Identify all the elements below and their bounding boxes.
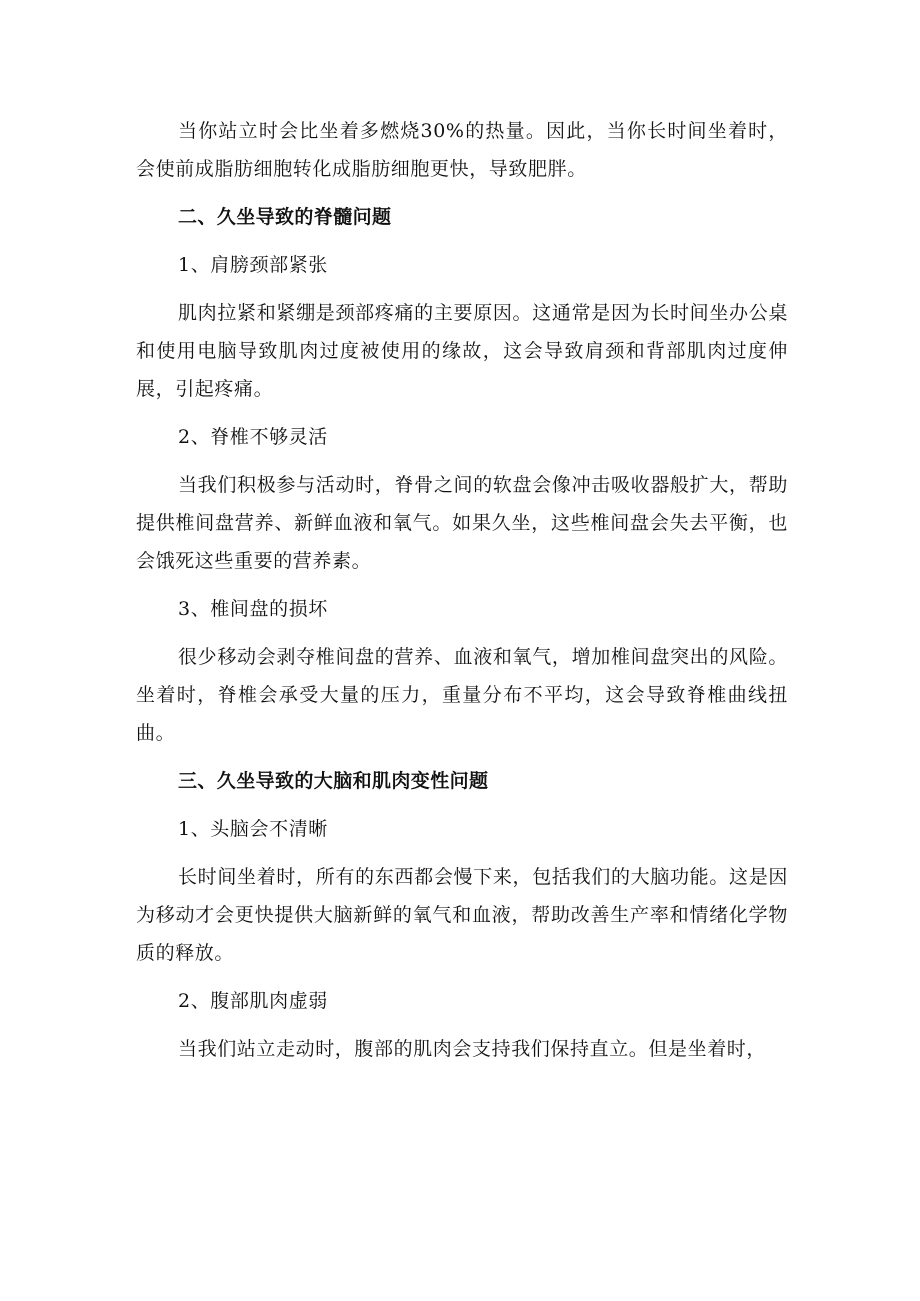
subheading-neck-shoulder: 1、肩膀颈部紧张	[178, 254, 328, 276]
paragraph-disc-risk: 很少移动会剥夺椎间盘的营养、血液和氧气，增加椎间盘突出的风险。坐着时，脊椎会承受大量的压力，重量分布不平均，这会导致脊椎曲线扭曲。	[136, 646, 788, 744]
spacer	[136, 284, 788, 294]
section-heading-spine: 二、久坐导致的脊髓问题	[178, 206, 392, 228]
spacer	[136, 752, 788, 762]
paragraph-neck-pain: 肌肉拉紧和紧绷是颈部疼痛的主要原因。这通常是因为长时间坐办公桌和使用电脑导致肌肉过度被使用的缘故，这会导致肩颈和背部肌肉过度伸展，引起疼痛。	[136, 302, 788, 400]
paragraph-calories: 当你站立时会比坐着多燃烧30%的热量。因此，当你长时间坐着时，会使前成脂肪细胞转化成脂肪细胞更快，导致肥胖。	[136, 120, 788, 180]
spacer	[136, 848, 788, 858]
paragraph-brain-function: 长时间坐着时，所有的东西都会慢下来，包括我们的大脑功能。这是因为移动才会更快提供大脑新鲜的氧气和血液，帮助改善生产率和情绪化学物质的释放。	[136, 866, 788, 964]
paragraph-disc-nutrition: 当我们积极参与活动时，脊骨之间的软盘会像冲击吸收器般扩大，帮助提供椎间盘营养、新鲜血液和氧气。如果久坐，这些椎间盘会失去平衡，也会饿死这些重要的营养素。	[136, 474, 788, 572]
spacer	[136, 188, 788, 198]
spacer	[136, 236, 788, 246]
paragraph-abdominal-muscles: 当我们站立走动时，腹部的肌肉会支持我们保持直立。但是坐着时，	[178, 1038, 767, 1060]
subheading-disc-damage: 3、椎间盘的损坏	[178, 598, 328, 620]
subheading-abdominal-weakness: 2、腹部肌肉虚弱	[178, 990, 328, 1012]
spacer	[136, 580, 788, 590]
subheading-brain-clarity: 1、头脑会不清晰	[178, 818, 328, 840]
spacer	[136, 1020, 788, 1030]
spacer	[136, 456, 788, 466]
spacer	[136, 408, 788, 418]
subheading-spine-flexibility: 2、脊椎不够灵活	[178, 426, 328, 448]
section-heading-brain-muscle: 三、久坐导致的大脑和肌肉变性问题	[178, 770, 489, 792]
spacer	[136, 628, 788, 638]
spacer	[136, 800, 788, 810]
spacer	[136, 972, 788, 982]
